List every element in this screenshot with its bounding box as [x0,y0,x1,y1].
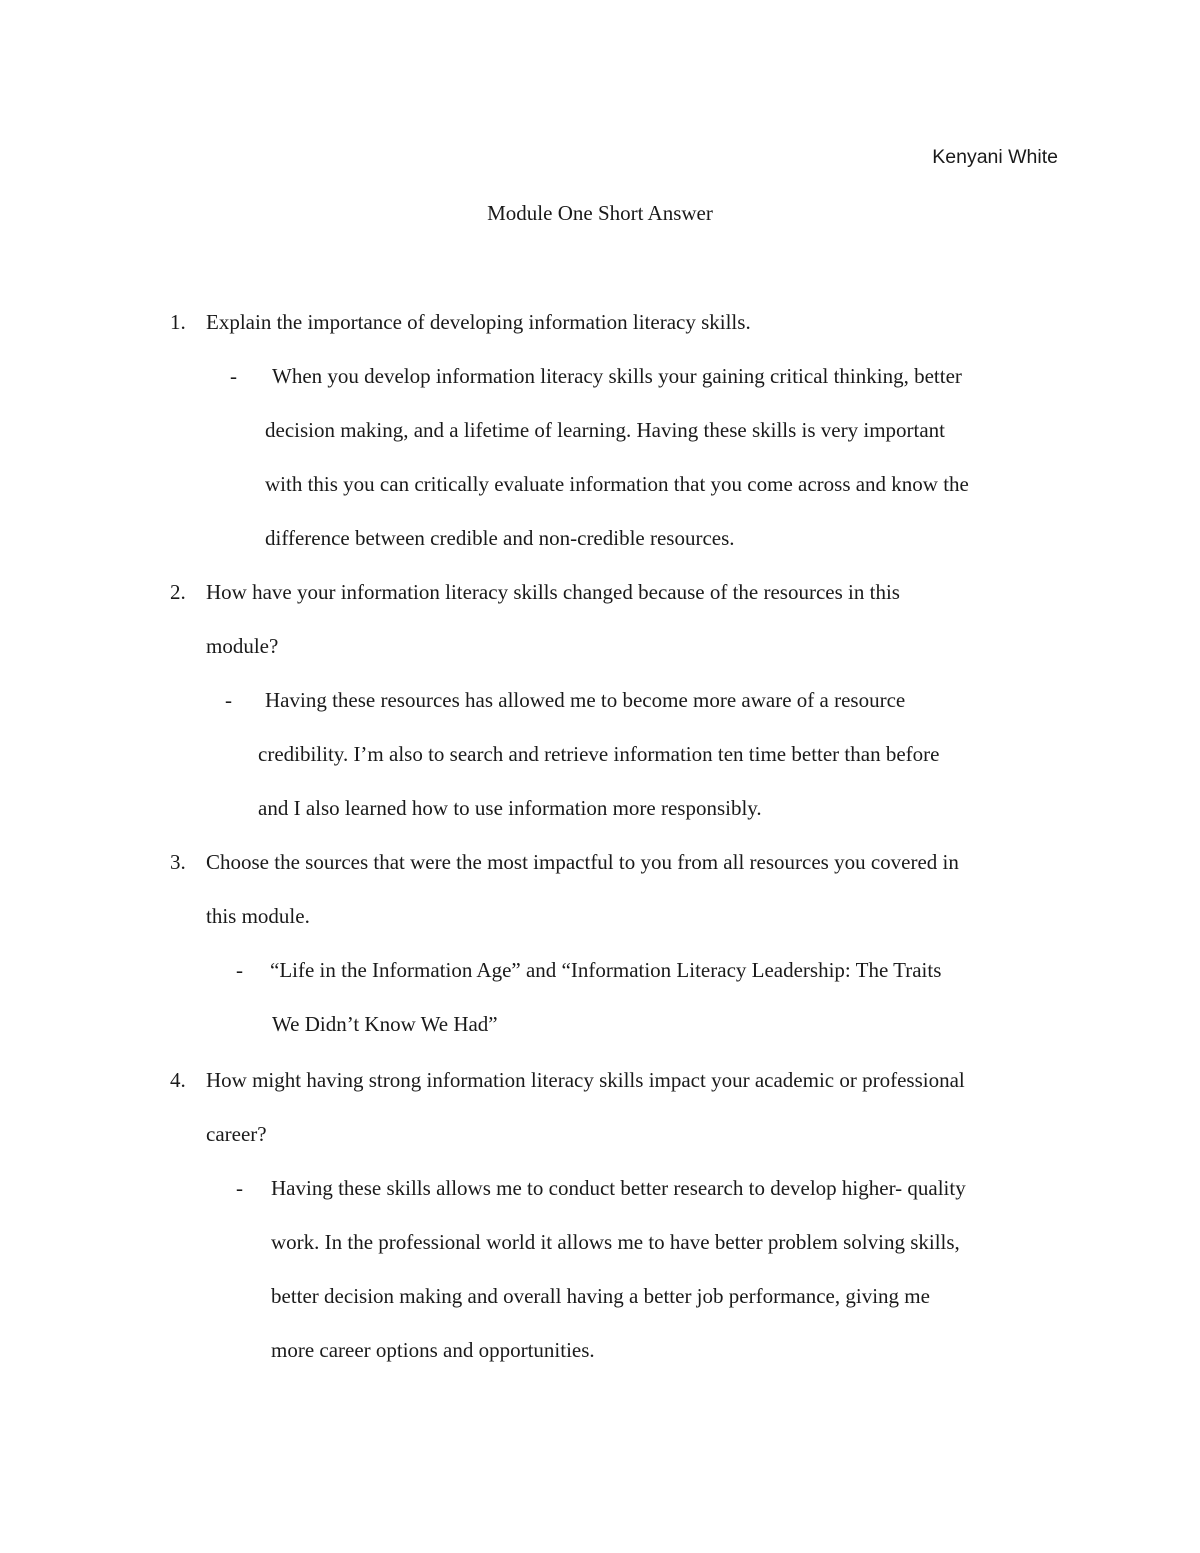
question-number: 2. [170,580,186,604]
answer-text: work. In the professional world it allows me to have better problem solving skills, [271,1230,960,1254]
answer-text: Having these skills allows me to conduct better research to develop higher- quality [271,1176,966,1200]
answer-bullet: - [236,958,243,982]
answer-text: “Life in the Information Age” and “Information Literacy Leadership: The Traits [270,958,942,982]
answer-text: decision making, and a lifetime of learning. Having these skills is very important [265,418,946,442]
question-text: career? [206,1122,267,1146]
answer-text: Having these resources has allowed me to become more aware of a resource [265,688,906,712]
answer-text: We Didn’t Know We Had” [272,1012,498,1036]
question-text: How might having strong information literacy skills impact your academic or professional [206,1068,965,1092]
question-number: 1. [170,310,186,334]
answer-text: more career options and opportunities. [271,1338,595,1362]
answer-text: with this you can critically evaluate information that you come across and know the [265,472,969,496]
answer-text: and I also learned how to use information more responsibly. [258,796,762,820]
answer-text: better decision making and overall having a better job performance, giving me [271,1284,930,1308]
author-name: Kenyani White [932,146,1058,168]
question-number: 3. [170,850,186,874]
answer-text: credibility. I’m also to search and retrieve information ten time better than before [258,742,940,766]
question-text: Explain the importance of developing information literacy skills. [206,310,751,334]
question-text: this module. [206,904,310,928]
question-text: Choose the sources that were the most impactful to you from all resources you covered in [206,850,959,874]
question-number: 4. [170,1068,186,1092]
question-text: How have your information literacy skills changed because of the resources in this [206,580,900,604]
answer-text: When you develop information literacy skills your gaining critical thinking, better [272,364,962,388]
question-text: module? [206,634,279,658]
answer-bullet: - [236,1176,243,1200]
document-title: Module One Short Answer [487,201,713,225]
answer-bullet: - [230,364,237,388]
answer-text: difference between credible and non-credible resources. [265,526,735,550]
answer-bullet: - [225,688,232,712]
